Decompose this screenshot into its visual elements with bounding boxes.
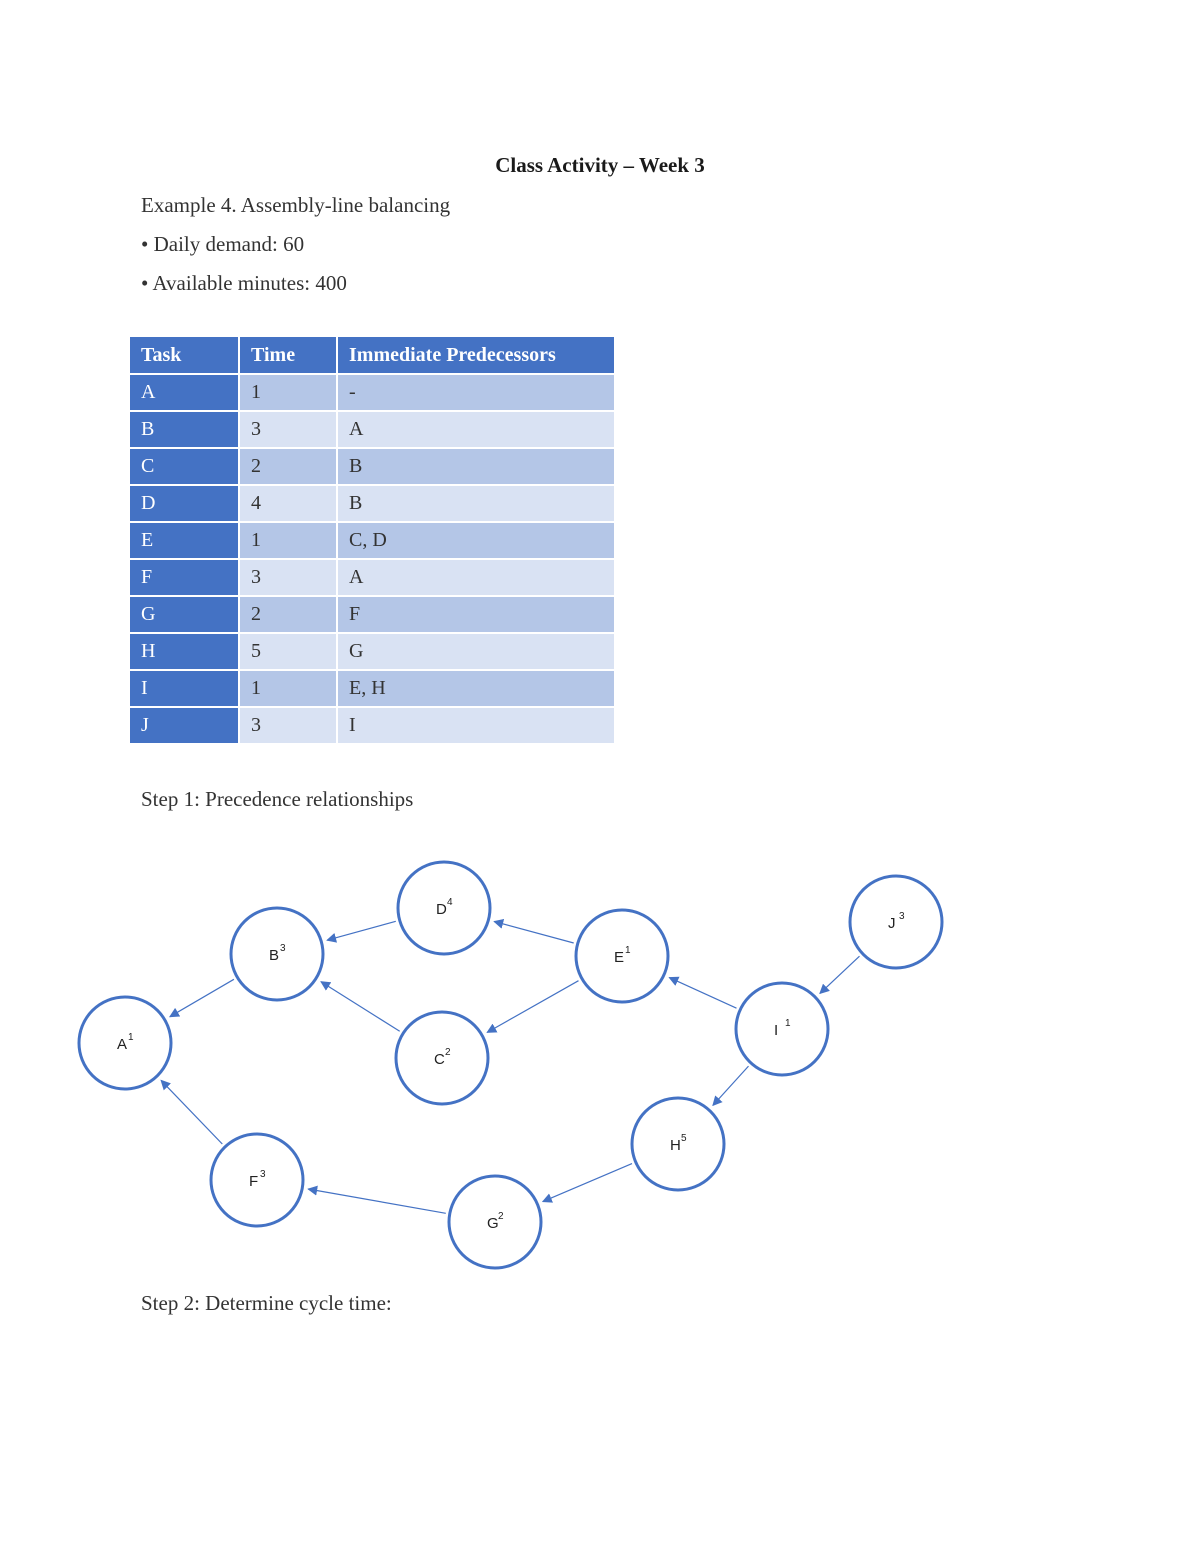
node-label: F [249,1173,259,1190]
predecessor-cell: B [338,486,616,523]
node-label: J [888,915,896,932]
predecessor-cell: G [338,634,616,671]
task-table [130,337,616,745]
available-minutes-bullet: • Available minutes: 400 [141,271,347,295]
table-row [130,597,616,634]
node-time: 3 [280,943,286,954]
predecessor-cell: C, D [338,523,616,560]
precedence-diagram [60,850,960,1280]
predecessor-cell: E, H [338,671,616,708]
edge-E-to-D [494,922,574,944]
task-cell: B [130,412,240,449]
task-cell: H [130,634,240,671]
node-time: 4 [447,897,453,908]
node-time: 2 [498,1211,504,1222]
time-cell: 5 [240,634,338,671]
predecessor-cell: A [338,412,616,449]
time-cell: 3 [240,412,338,449]
predecessor-cell: - [338,375,616,412]
node-time: 1 [625,945,631,956]
node-label: B [269,947,280,964]
daily-demand-bullet: • Daily demand: 60 [141,232,305,256]
predecessor-cell: F [338,597,616,634]
task-cell: J [130,708,240,745]
edge-C-to-B [321,982,400,1032]
node-label: H [670,1137,681,1154]
node-H [632,1098,724,1190]
node-label: D [436,901,447,918]
node-time: 1 [785,1018,791,1029]
time-cell: 1 [240,375,338,412]
node-label: A [117,1036,128,1053]
predecessor-cell: A [338,560,616,597]
time-cell: 2 [240,449,338,486]
node-time: 5 [681,1133,687,1144]
node-label: G [487,1215,499,1232]
table-row [130,523,616,560]
node-F [211,1134,303,1226]
task-cell: F [130,560,240,597]
table-row [130,560,616,597]
node-C [396,1012,488,1104]
task-cell: D [130,486,240,523]
edge-J-to-I [820,956,860,993]
edge-G-to-F [308,1189,446,1213]
task-cell: I [130,671,240,708]
node-circle [850,876,942,968]
node-G [449,1176,541,1268]
node-label: E [614,949,625,966]
header-predecessors: Immediate Predecessors [338,337,616,375]
time-cell: 3 [240,560,338,597]
node-circle [736,983,828,1075]
edge-I-to-E [669,978,736,1009]
node-label: I [774,1022,779,1039]
step1-heading: Step 1: Precedence relationships [141,787,414,811]
task-cell: E [130,523,240,560]
time-cell: 3 [240,708,338,745]
table-header-row [130,337,616,375]
page-title: Class Activity – Week 3 [495,153,705,177]
table-row [130,412,616,449]
task-cell: A [130,375,240,412]
example-heading: Example 4. Assembly-line balancing [141,193,451,217]
header-time: Time [240,337,338,375]
table-row [130,449,616,486]
node-B [231,908,323,1000]
time-cell: 2 [240,597,338,634]
time-cell: 4 [240,486,338,523]
header-task: Task [130,337,240,375]
time-cell: 1 [240,523,338,560]
node-time: 2 [445,1047,451,1058]
predecessor-cell: B [338,449,616,486]
node-time: 3 [260,1169,266,1180]
node-I [736,983,828,1075]
task-cell: C [130,449,240,486]
task-cell: G [130,597,240,634]
edge-E-to-C [487,981,578,1033]
node-J [850,876,942,968]
time-cell: 1 [240,671,338,708]
table-row [130,486,616,523]
node-E [576,910,668,1002]
node-D [398,862,490,954]
table-row [130,671,616,708]
table-row [130,634,616,671]
node-time: 1 [128,1032,134,1043]
edge-F-to-A [161,1080,222,1144]
step2-heading: Step 2: Determine cycle time: [141,1291,392,1315]
node-time: 3 [899,911,905,922]
edge-I-to-H [713,1066,749,1105]
table-row [130,708,616,745]
table-row [130,375,616,412]
node-label: C [434,1051,445,1068]
edge-B-to-A [170,979,234,1016]
node-A [79,997,171,1089]
predecessor-cell: I [338,708,616,745]
edge-H-to-G [543,1164,632,1202]
edge-D-to-B [327,921,396,940]
